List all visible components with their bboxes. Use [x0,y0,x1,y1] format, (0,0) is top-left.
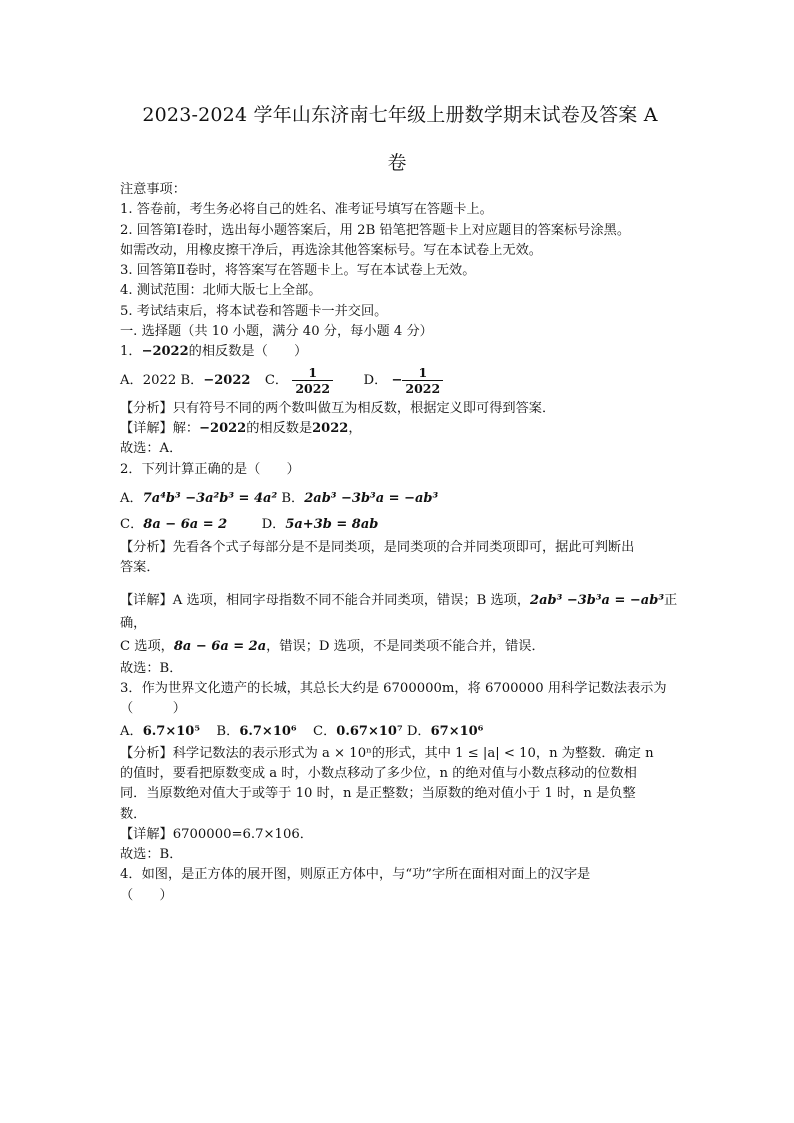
q2-stem: 2．下列计算正确的是（ ） [120,461,300,477]
q2-option-b-math: 2ab³ −3b³a = −ab³ [304,490,439,506]
q2-analysis: 【分析】先看各个式子每部分是不是同类项，是同类项的合并同类项即可，据此可判断出 [120,539,635,555]
q2-detail-math: 2ab³ −3b³a = −ab³ [530,593,665,609]
q1-stem-text: 的相反数是（ ） [188,344,308,360]
document-body [120,180,680,906]
q3-option-c-label: C． [313,723,337,739]
q1-analysis: 【分析】只有符号不同的两个数叫做互为相反数，根据定义即可得到答案． [120,400,556,416]
q1-detail-end: ， [348,420,362,436]
note-item: 2. 回答第Ⅰ卷时，选出每小题答案后，用 2B 铅笔把答题卡上对应题目的答案标号涂黑。 [120,222,631,238]
q1-option-d-fraction [402,365,443,396]
document-title: 2023-2024 学年山东济南七年级上册数学期末试卷及答案 A [142,104,658,126]
fraction-numerator: 1 [292,365,333,381]
q3-analysis-cont: 的值时，要看把原数变成 a 时，小数点移动了多少位，n 的绝对值与小数点移动的位数相 [120,765,637,781]
q2-option-a-label: A． [120,490,143,506]
q2-detail-suffix: 正 [664,593,678,609]
q3-analysis-cont: 数． [120,806,147,822]
q2-options-ab [120,486,680,512]
fraction-numerator: 1 [402,365,443,381]
q2-detail-c-math: 8a − 6a = 2a [173,638,267,654]
q2-option-c-label: C． [120,516,144,532]
q3-analysis-cont: 同．当原数绝对值大于或等于 10 时，n 是正整数；当原数的绝对值小于 1 时，n 是负整 [120,786,636,802]
q1-number: 1． [120,344,142,360]
q3-option-b-label: B． [216,723,240,739]
q3-analysis: 【分析】科学记数法的表示形式为 a × 10ⁿ的形式，其中 1 ≤ |a| < 10，n 为整数．确定 n [120,745,654,761]
q1-option-d-sign: − [391,372,403,388]
q3-option-a-math: 6.7×10⁵ [142,723,201,739]
notes-heading: 注意事项： [120,182,186,197]
q2-options-cd [120,512,680,538]
q2-detail [120,588,680,614]
q2-analysis-cont: 答案． [120,560,160,576]
q3-stem: 3．作为世界文化遗产的长城，其总长大约是 6700000m，将 6700000 用科学记数法表示为 [120,681,667,697]
q1-option-c-fraction [292,365,333,396]
q1-option-d-label: D． [363,372,388,388]
q3-option-d-math: 67×10⁶ [430,723,484,739]
q1-option-c-label: C． [264,372,289,388]
q1-detail [120,419,680,439]
q3-option-b-math: 6.7×10⁶ [239,723,297,739]
note-item: 如需改动，用橡皮擦干净后，再选涂其他答案标号。写在本试卷上无效。 [120,242,542,258]
fraction-denominator: 2022 [405,380,441,396]
q3-detail: 【详解】6700000=6.7×106． [120,826,313,842]
q1-option-b-math: −2022 [203,372,251,388]
q3-options [120,720,680,744]
note-item: 5. 考试结束后，将本试卷和答题卡一并交回。 [120,303,388,319]
q2-detail-c-suffix: ，错误；D 选项，不是同类项不能合并，错误． [266,638,545,654]
q1-stem [120,342,680,362]
q1-option-a: A．2022 B． [120,372,204,388]
note-item: 3. 回答第Ⅱ卷时，将答案写在答题卡上。写在本试卷上无效。 [120,263,476,279]
fraction-denominator: 2022 [295,380,331,396]
q2-detail-c [120,635,680,659]
q4-stem-cont: （ ） [120,887,173,903]
q3-option-a-label: A． [120,723,143,739]
note-item: 1. 答卷前，考生务必将自己的姓名、准考证号填写在答题卡上。 [120,202,493,218]
q1-choice: 故选：A． [120,441,183,457]
q3-option-d-label: D． [406,723,431,739]
q1-detail-answer: 2022 [312,420,349,436]
q2-detail-c-prefix: C 选项， [120,638,174,654]
q3-option-c-math: 0.67×10⁷ [336,723,403,739]
q2-option-a-math: 7a⁴b³ −3a²b³ = 4a² [142,490,278,506]
q2-detail-cont: 确， [120,616,147,632]
note-item: 4. 测试范围：北师大版七上全部。 [120,283,322,299]
q2-option-b-label: B． [281,490,305,506]
section-heading: 一. 选择题（共 10 小题，满分 40 分，每小题 4 分） [120,324,433,340]
q2-option-c-math: 8a − 6a = 2 [143,516,228,532]
q3-choice: 故选：B． [120,847,183,863]
q1-detail-prefix: 【详解】解： [120,420,200,436]
q1-stem-math: −2022 [141,344,189,360]
q2-option-d-math: 5a+3b = 8ab [285,516,379,532]
q1-options [120,363,680,399]
q2-detail-prefix: 【详解】A 选项，相同字母指数不同不能合并同类项，错误；B 选项， [120,593,531,609]
q1-detail-mid: 的相反数是 [246,420,313,436]
q1-detail-math: −2022 [199,420,247,436]
q4-stem: 4．如图，是正方体的展开图，则原正方体中，与“功”字所在面相对面上的汉字是 [120,867,591,883]
q2-option-d-label: D． [261,516,286,532]
q2-choice: 故选：B． [120,660,183,676]
document-title-continued: 卷 [387,152,407,174]
q3-stem-cont: （ ） [120,701,186,717]
